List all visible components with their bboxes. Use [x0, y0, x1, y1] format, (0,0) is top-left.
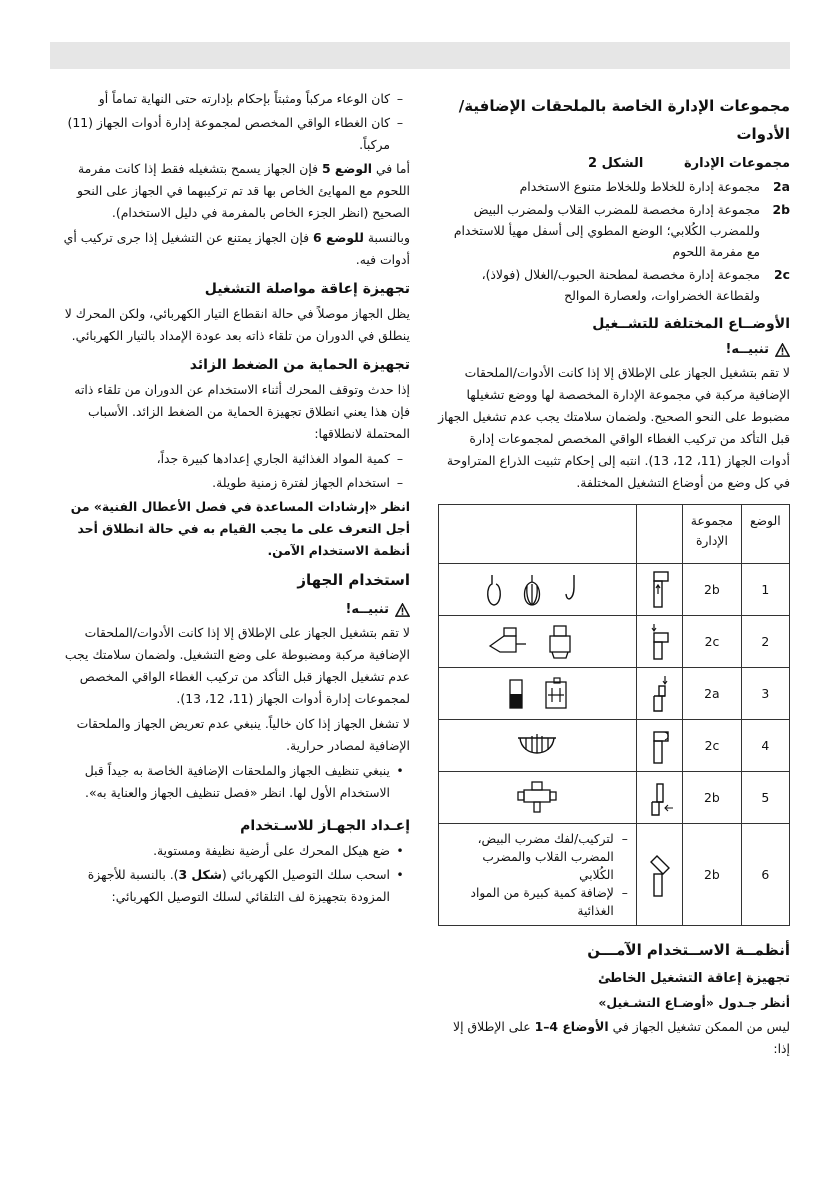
- list-item: – لإضافة كمية كبيرة من المواد الغذائية: [445, 884, 628, 920]
- warning-label-row: [438, 338, 790, 362]
- section-heading-drive-groups: مجموعات الإدارة الخاصة بالملحقات الإضافية/ الأدوات: [458, 97, 790, 143]
- header-bar: [50, 42, 790, 69]
- figure-label: الشكل 2: [588, 156, 644, 171]
- position-cell: 5: [741, 772, 789, 824]
- text-fragment: فإن الجهاز يسمح بتشغيله فقط إذا كانت مفرمة اللحوم مع المهايئ الخاص بها قد تم تركيبهما في الجهاز على النحو الصحيح (انظر الجزء الخاص بالمفرمة في دليل الاستخدام).: [76, 161, 410, 220]
- group-cell: 2b: [683, 772, 741, 824]
- definition-text: مجموعة إدارة مخصصة للمضرب القلاب ولمضرب البيض وللمضرب الكُلابي؛ الوضع المطوي إلى أسفل مهيأ للاستخدام مع مفرمة اللحوم: [453, 202, 760, 259]
- meat-mincer-icon: [482, 780, 592, 816]
- section-heading-overload: تجهيزة الحماية من الضغط الزائد: [189, 357, 410, 373]
- attachments-cell: [439, 720, 637, 772]
- text-fragment: ليس من الممكن تشغيل الجهاز في: [608, 1019, 790, 1034]
- list-item-text: لإضافة كمية كبيرة من المواد الغذائية: [470, 885, 614, 918]
- right-column: [438, 88, 790, 1063]
- section-heading-preparation: إعـداد الجهـاز للاسـتخدام: [240, 818, 410, 834]
- text-fragment: على الإطلاق إلا إذا:: [453, 1019, 790, 1056]
- paragraph: إذا حدث وتوقف المحرك أثناء الاستخدام عن الدوران من تلقاء ذاته فإن هذا يعني انطلاق تجهيزة الحماية من الضغط الزائد. الأسباب المحتملة لانطلاقها:: [74, 382, 410, 441]
- list-item-text: ضع هيكل المحرك على أرضية نظيفة ومستوية.: [153, 843, 390, 858]
- header-position: الوضع: [741, 505, 789, 564]
- blender-mixer-icon: [482, 676, 592, 712]
- subheading-incorrect-operation: تجهيزة إعاقة التشغيل الخاطئ: [598, 971, 790, 986]
- table-row: [439, 720, 790, 772]
- text-fragment-bold: للوضع 6: [313, 230, 364, 245]
- group-cell: 2b: [683, 564, 741, 616]
- table-row: [439, 668, 790, 720]
- arm-position-icon: [636, 772, 682, 824]
- text-fragment-bold: الوضع 5: [321, 161, 373, 176]
- position-cell: 4: [741, 720, 789, 772]
- warning-icon: [395, 603, 410, 617]
- group-cell: 2a: [683, 668, 741, 720]
- list-item: • ضع هيكل المحرك على أرضية نظيفة ومستوية.: [55, 840, 410, 862]
- header-drive-group: مجموعة الإدارة: [683, 505, 741, 564]
- list-item-text: ينبغي تنظيف الجهاز والملحقات الإضافية الخاصة به جيداً قبل الاستخدام الأول لها. انظر «فصل تنظيف الجهاز والعناية به».: [84, 763, 390, 800]
- arm-position-icon: [636, 720, 682, 772]
- definition-text: مجموعة إدارة للخلاط وللخلاط متنوع الاستخدام: [519, 179, 760, 194]
- paragraph: [55, 227, 410, 271]
- list-item-text: كمية المواد الغذائية الجاري إعدادها كبيرة جداً،: [156, 451, 390, 466]
- citrus-press-icon: [482, 728, 592, 764]
- warning-label-row: [55, 598, 410, 622]
- group-cell: 2c: [683, 616, 741, 668]
- list-item-text: لتركيب/لفك مضرب البيض، المضرب القلاب والمضرب الكُلابي: [477, 831, 614, 882]
- warning-text: لا تقم بتشغيل الجهاز على الإطلاق إلا إذا كانت الأدوات/الملحقات الإضافية مركبة في مجموعة الإدارة المخصصة لها ووضع تشغيلها مضبوط على النحو الصحيح. ولضمان سلامتك يجب عدم تشغيل الجهاز قبل التأكد من تركيب الغطاء الواقي المخصص لمجموعات إدارة أدوات الجهاز (11، 12، 13). انتبه إلى إحكام تثبيت الذراع المتراوحة في كل وضع من أوضاع التشغيل المختلفة.: [438, 365, 790, 490]
- attachments-cell: [439, 772, 637, 824]
- text-fragment: وبالنسبة: [363, 230, 410, 245]
- definition-item: [438, 264, 790, 306]
- definition-item: [438, 176, 790, 197]
- section-heading-restart-lock: تجهيزة إعاقة مواصلة التشغيل: [204, 281, 410, 297]
- list-item-text: استخدام الجهاز لفترة زمنية طويلة.: [212, 475, 390, 490]
- arm-position-icon: [636, 668, 682, 720]
- arm-position-icon: [636, 564, 682, 616]
- text-fragment-bold: الأوضاع 4–1: [534, 1019, 609, 1034]
- table-row: [439, 616, 790, 668]
- see-table-note: أنظر جـدول «أوضـاع التشـغيل»: [598, 995, 790, 1010]
- text-fragment: فإن الجهاز يمتنع عن التشغيل إذا جرى تركيب أي أدوات فيه.: [63, 230, 410, 267]
- attachments-cell: [439, 616, 637, 668]
- list-item-text: كان الوعاء مركباً ومثبتاً بإحكام بإدارته حتى النهاية تماماً أو: [98, 91, 390, 106]
- definition-code: 2a: [773, 179, 790, 194]
- warning-label: تنبيــه!: [345, 602, 389, 617]
- table-row: [439, 564, 790, 616]
- table-row: [439, 772, 790, 824]
- warning-label: تنبيــه!: [725, 342, 769, 357]
- section-heading-safety-systems: أنظمــة الاســتخدام الآمـــن: [587, 941, 790, 959]
- position-cell: 6: [741, 824, 789, 926]
- position-cell: 1: [741, 564, 789, 616]
- paragraph: [55, 158, 410, 224]
- definition-item: [438, 199, 790, 262]
- list-item: – كمية المواد الغذائية الجاري إعدادها كبيرة جداً،: [55, 448, 410, 470]
- section-heading-operating-positions: الأوضــاع المختلفة للتشــغيل: [592, 316, 790, 332]
- header-arm-icon: [636, 505, 682, 564]
- list-item: – كان الوعاء مركباً ومثبتاً بإحكام بإدارته حتى النهاية تماماً أو: [55, 88, 410, 110]
- attachments-cell: [439, 564, 637, 616]
- definition-code: 2c: [774, 267, 790, 282]
- table-row: [439, 824, 790, 926]
- definition-code: 2b: [772, 202, 790, 217]
- list-item: • اسحب سلك التوصيل الكهربائي (شكل 3). بالنسبة للأجهزة المزودة بتجهيزة لف التلقائي لسلك التوصيل الكهربائي:: [55, 864, 410, 908]
- warning-text: لا تقم بتشغيل الجهاز على الإطلاق إلا إذا كانت الأدوات/الملحقات الإضافية مركبة ومضبوطة على وضع التشغيل. ولضمان سلامتك يجب عدم تشغيل الجهاز قبل التأكد من تركيب الغطاء الواقي المخصص لمجموعات إدارة أدوات الجهاز (11، 12، 13).: [64, 625, 410, 706]
- paragraph: يظل الجهاز موصلاً في حالة انقطاع التيار الكهربائي، ولكن المحرك لا ينطلق في الدوران من تلقاء ذاته بعد عودة الإمداد بالتيار الكهربائي.: [64, 306, 410, 343]
- section-heading-using-appliance: استخدام الجهاز: [297, 571, 410, 589]
- attachments-cell: [439, 824, 637, 926]
- text-fragment-bold: شكل 3: [178, 867, 222, 882]
- position-cell: 3: [741, 668, 789, 720]
- text-fragment: ). بالنسبة للأجهزة المزودة بتجهيزة لف التلقائي لسلك التوصيل الكهربائي:: [87, 867, 390, 904]
- paragraph: لا تشغل الجهاز إذا كان خالياً. ينبغي عدم تعريض الجهاز والملحقات الإضافية لمصادر حرارية.: [76, 716, 410, 753]
- whisks-hooks-icon: [482, 572, 592, 608]
- left-column: [55, 88, 410, 910]
- list-item: • ينبغي تنظيف الجهاز والملحقات الإضافية الخاصة به جيداً قبل الاستخدام الأول لها. انظر «فصل تنظيف الجهاز والعناية به».: [55, 760, 410, 804]
- arm-position-icon: [636, 824, 682, 926]
- paragraph: [438, 1016, 790, 1060]
- list-item: – كان الغطاء الواقي المخصص لمجموعة إدارة أدوات الجهاز (11) مركباً.: [55, 112, 410, 156]
- header-attachments: [439, 505, 637, 564]
- group-cell: 2b: [683, 824, 741, 926]
- positions-table: [438, 504, 790, 926]
- text-fragment: اسحب سلك التوصيل الكهربائي (: [221, 867, 390, 882]
- list-item: – استخدام الجهاز لفترة زمنية طويلة.: [55, 472, 410, 494]
- attachments-cell: [439, 668, 637, 720]
- definition-text: مجموعة إدارة مخصصة لمطحنة الحبوب/الغلال (فولاذ)، ولقطاعة الخضراوات، ولعصارة الموالح: [481, 267, 760, 303]
- groups-label: مجموعات الإدارة: [683, 156, 790, 171]
- list-item-text: كان الغطاء الواقي المخصص لمجموعة إدارة أدوات الجهاز (11) مركباً.: [67, 115, 390, 152]
- paragraph-bold-note: انظر «إرشادات المساعدة في فصل الأعطال الفنية» من أجل التعرف على ما يجب القيام به في حالة انطلاق أحد أنظمة الاستخدام الآمن.: [70, 499, 410, 558]
- position-cell: 2: [741, 616, 789, 668]
- text-fragment: أما في: [372, 161, 410, 176]
- list-item: – لتركيب/لفك مضرب البيض، المضرب القلاب والمضرب الكُلابي: [445, 830, 628, 884]
- list-item-text: [55, 864, 390, 908]
- group-cell: 2c: [683, 720, 741, 772]
- grain-mill-slicer-icon: [482, 624, 592, 660]
- groups-figure-row: [438, 152, 790, 176]
- warning-icon: [775, 343, 790, 357]
- arm-position-icon: [636, 616, 682, 668]
